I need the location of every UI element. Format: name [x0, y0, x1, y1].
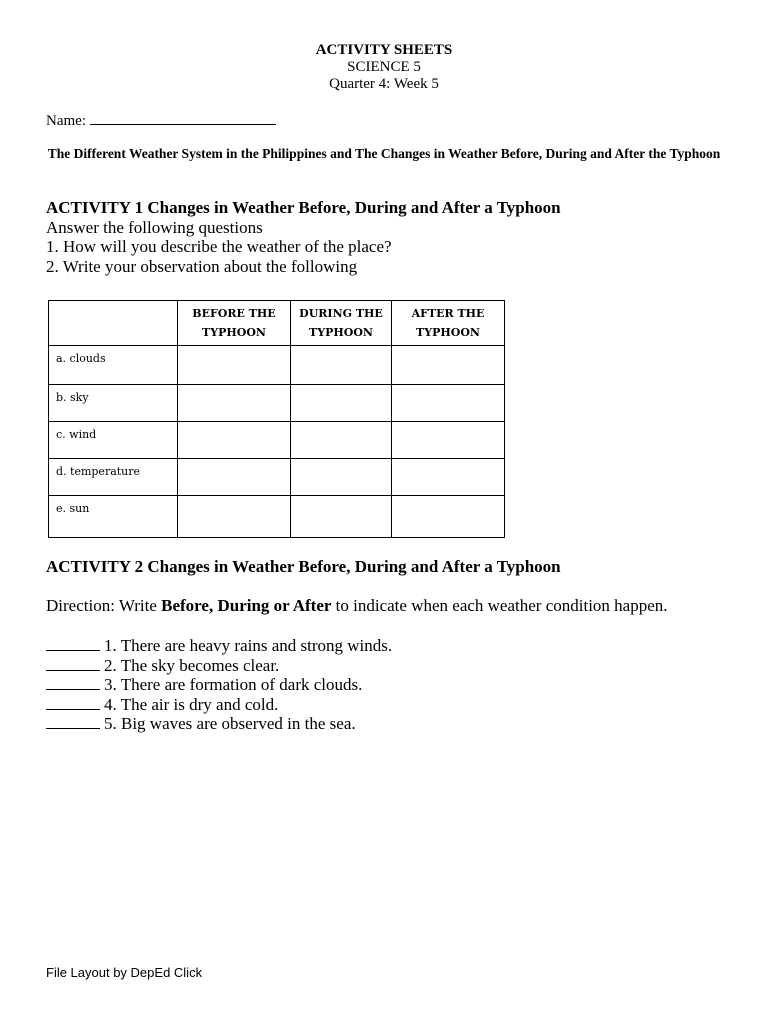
answer-blank[interactable]	[46, 695, 100, 710]
answer-blank[interactable]	[46, 656, 100, 671]
answer-cell[interactable]	[178, 459, 291, 496]
name-row	[46, 110, 276, 130]
row-label-wind: c. wind	[49, 422, 178, 459]
answer-cell[interactable]	[291, 385, 392, 422]
activity-1-heading: ACTIVITY 1 Changes in Weather Before, During and After a Typhoon	[46, 198, 561, 217]
column-header-line: TYPHOON	[309, 326, 373, 339]
name-blank-line	[90, 110, 276, 125]
row-label-temperature: d. temperature	[49, 459, 178, 496]
answer-cell[interactable]	[392, 346, 505, 385]
table-corner-cell	[49, 301, 178, 346]
answer-cell[interactable]	[291, 496, 392, 538]
answer-cell[interactable]	[291, 346, 392, 385]
activity-2-direction	[46, 596, 668, 616]
table-row	[49, 459, 505, 496]
answer-cell[interactable]	[392, 459, 505, 496]
item-text: 4. The air is dry and cold.	[104, 694, 279, 714]
table-header-row	[49, 301, 505, 346]
column-header-during	[291, 301, 392, 346]
column-header-line: BEFORE THE	[192, 307, 276, 320]
page-header	[0, 42, 768, 93]
answer-cell[interactable]	[392, 422, 505, 459]
document-title: ACTIVITY SHEETS	[315, 42, 453, 58]
activity-2-items	[46, 636, 392, 734]
footer-credit: File Layout by DepEd Click	[46, 965, 203, 980]
answer-blank[interactable]	[46, 714, 100, 729]
column-header-line: TYPHOON	[416, 326, 480, 339]
table-row	[49, 346, 505, 385]
column-header-line: TYPHOON	[202, 326, 266, 339]
list-item	[46, 636, 392, 656]
table-row	[49, 496, 505, 538]
list-item	[46, 656, 392, 676]
direction-keywords: Before, During or After	[161, 596, 332, 615]
table-row	[49, 385, 505, 422]
activity-1-question-1: 1. How will you describe the weather of the place?	[46, 237, 392, 256]
observation-table	[48, 300, 505, 538]
item-text: 3. There are formation of dark clouds.	[104, 675, 363, 694]
answer-blank[interactable]	[46, 636, 100, 651]
list-item	[46, 714, 392, 734]
column-header-after	[392, 301, 505, 346]
answer-cell[interactable]	[392, 385, 505, 422]
table-row	[49, 422, 505, 459]
answer-cell[interactable]	[178, 422, 291, 459]
row-label-sky: b. sky	[49, 385, 178, 422]
direction-suffix: to indicate when each weather condition happen.	[331, 596, 668, 615]
list-item	[46, 675, 392, 695]
row-label-clouds: a. clouds	[49, 346, 178, 385]
quarter-label: Quarter 4: Week 5	[329, 76, 439, 92]
column-header-line: DURING THE	[299, 307, 383, 320]
list-item	[46, 695, 392, 715]
item-text: 5. Big waves are observed in the sea.	[104, 714, 356, 733]
activity-1-question-2: 2. Write your observation about the following	[46, 256, 358, 276]
answer-blank[interactable]	[46, 675, 100, 690]
item-text: 2. The sky becomes clear.	[104, 655, 280, 675]
answer-cell[interactable]	[178, 385, 291, 422]
column-header-before	[178, 301, 291, 346]
activity-1-intro: Answer the following questions	[46, 217, 263, 237]
subject-label: SCIENCE 5	[347, 59, 421, 75]
item-text: 1. There are heavy rains and strong winds.	[104, 636, 393, 655]
answer-cell[interactable]	[291, 459, 392, 496]
activity-1	[46, 198, 561, 276]
lesson-title: The Different Weather System in the Philippines and The Changes in Weather Before, During and After the Typhoon	[47, 146, 721, 161]
answer-cell[interactable]	[178, 346, 291, 385]
name-label: Name:	[46, 113, 86, 129]
answer-cell[interactable]	[392, 496, 505, 538]
row-label-sun: e. sun	[49, 496, 178, 538]
answer-cell[interactable]	[178, 496, 291, 538]
answer-cell[interactable]	[291, 422, 392, 459]
direction-prefix: Direction: Write	[46, 596, 162, 615]
column-header-line: AFTER THE	[411, 307, 485, 320]
activity-2-heading: ACTIVITY 2 Changes in Weather Before, During and After a Typhoon	[46, 557, 561, 576]
